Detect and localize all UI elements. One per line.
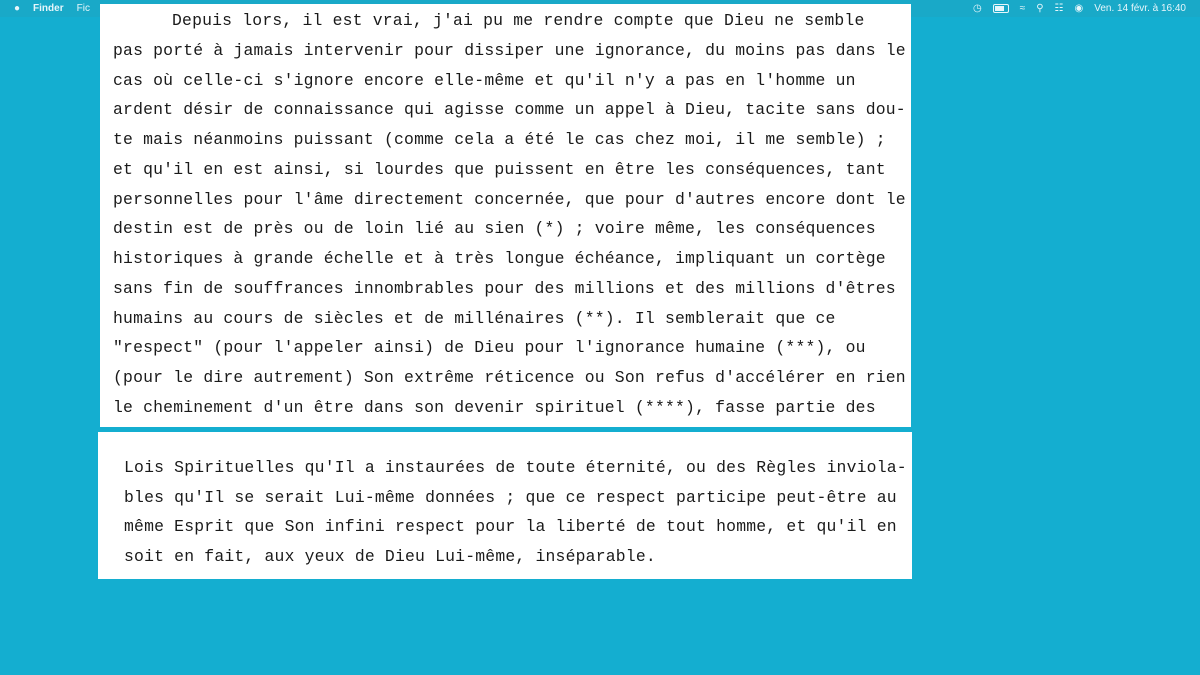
text-line: ardent désir de connaissance qui agisse comme un appel à Dieu, tacite sans dou-	[113, 100, 906, 119]
menu-bar-right	[973, 0, 1186, 17]
menu-app-name[interactable]: Finder	[33, 3, 64, 14]
apple-icon[interactable]: ●	[14, 3, 21, 14]
text-line: sans fin de souffrances innombrables pour des millions et des millions d'êtres	[113, 279, 896, 298]
text-line: te mais néanmoins puissant (comme cela a été le cas chez moi, il me semble) ;	[113, 130, 886, 149]
control-center-icon[interactable]: ☷	[1054, 3, 1064, 14]
text-line: Lois Spirituelles qu'Il a instaurées de toute éternité, ou des Règles inviola-	[124, 458, 907, 477]
battery-icon[interactable]	[993, 4, 1009, 13]
document-page-bottom	[98, 432, 912, 579]
text-line: personnelles pour l'âme directement concernée, que pour d'autres encore dont le	[113, 190, 906, 209]
menu-item-partial[interactable]: Fic	[76, 3, 90, 14]
text-line: (pour le dire autrement) Son extrême réticence ou Son refus d'accélérer en rien	[113, 368, 906, 387]
text-line: cas où celle-ci s'ignore encore elle-même et qu'il n'y a pas en l'homme un	[113, 71, 856, 90]
text-line: soit en fait, aux yeux de Dieu Lui-même, inséparable.	[124, 547, 656, 566]
document-page-top	[100, 4, 911, 427]
search-icon[interactable]: ⚲	[1036, 3, 1044, 14]
text-line: même Esprit que Son infini respect pour la liberté de tout homme, et qu'il en	[124, 517, 897, 536]
time-machine-icon[interactable]: ◷	[972, 3, 982, 14]
text-line: pas porté à jamais intervenir pour dissiper une ignorance, du moins pas dans le	[113, 41, 906, 60]
text-line: et qu'il en est ainsi, si lourdes que puissent en être les conséquences, tant	[113, 160, 886, 179]
menu-datetime[interactable]: Ven. 14 févr. à 16:40	[1094, 3, 1186, 14]
siri-icon[interactable]: ◉	[1074, 3, 1084, 14]
wifi-icon[interactable]: ≈	[1019, 3, 1026, 14]
text-line: destin est de près ou de loin lié au sien (*) ; voire même, les conséquences	[113, 219, 876, 238]
text-line: Depuis lors, il est vrai, j'ai pu me rendre compte que Dieu ne semble	[172, 11, 865, 30]
text-line: humains au cours de siècles et de millénaires (**). Il semblerait que ce	[113, 309, 836, 328]
text-line: historiques à grande échelle et à très longue échéance, impliquant un cortège	[113, 249, 886, 268]
menu-bar-left	[14, 0, 90, 17]
text-line: le cheminement d'un être dans son devenir spirituel (****), fasse partie des	[113, 398, 876, 417]
text-line: bles qu'Il se serait Lui-même données ; que ce respect participe peut-être au	[124, 488, 897, 507]
text-line: "respect" (pour l'appeler ainsi) de Dieu pour l'ignorance humaine (***), ou	[113, 338, 866, 357]
